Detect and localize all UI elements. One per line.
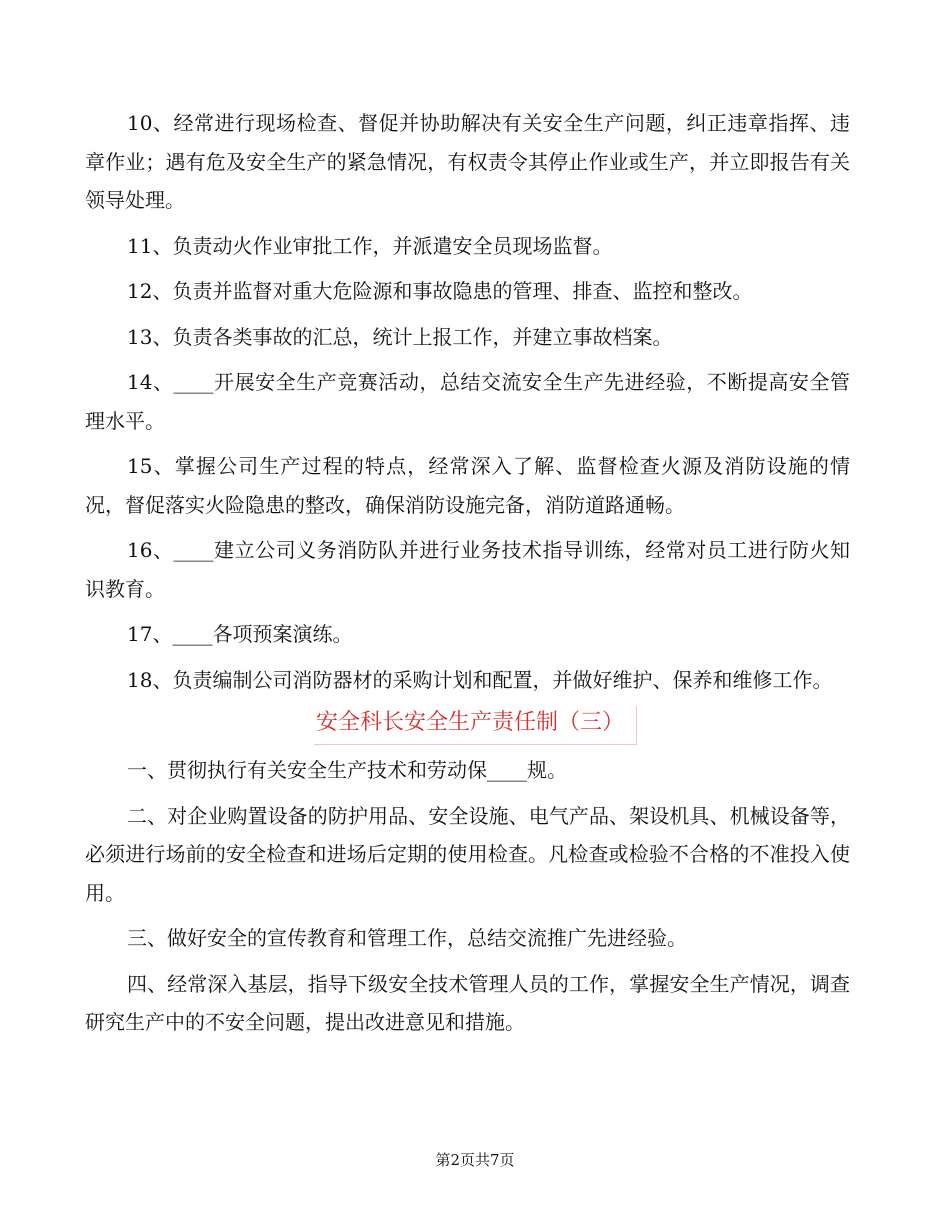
paragraph-item-11: 11、负责动火作业审批工作，并派遣安全员现场监督。 <box>127 233 613 258</box>
paragraph-item-12: 12、负责并监督对重大危险源和事故隐患的管理、排查、监控和整改。 <box>127 279 753 303</box>
page-number-footer: 第2页共7页 <box>435 1151 515 1169</box>
paragraph-item-17: 17、____各项预案演练。 <box>127 622 353 646</box>
paragraph-item-2: 二、对企业购置设备的防护用品、安全设施、电气产品、架设机具、机械设备等，必须进行场前的安全检查和进场后定期的使用检查。凡检查或检验不合格的不准投入使用。 <box>85 803 850 905</box>
document-page <box>85 104 850 1049</box>
paragraph-item-13: 13、负责各类事故的汇总，统计上报工作，并建立事故档案。 <box>127 324 673 349</box>
paragraph-item-3: 三、做好安全的宣传教育和管理工作，总结交流推广先进经验。 <box>127 926 687 950</box>
paragraph-item-4: 四、经常深入基层，指导下级安全技术管理人员的工作，掌握安全生产情况，调查研究生产中的不安全问题，提出改进意见和措施。 <box>85 971 850 1034</box>
paragraph-item-15: 15、掌握公司生产过程的特点，经常深入了解、监督检查火源及消防设施的情况，督促落实火险隐患的整改，确保消防设施完备，消防道路通畅。 <box>85 454 850 517</box>
paragraph-item-18: 18、负责编制公司消防器材的采购计划和配置，并做好维护、保养和维修工作。 <box>127 667 833 692</box>
paragraph-item-14: 14、____开展安全生产竞赛活动，总结交流安全生产先进经验，不断提高安全管理水平。 <box>85 370 850 433</box>
section-title-container <box>85 706 850 745</box>
paragraph-item-16: 16、____建立公司义务消防队并进行业务技术指导训练，经常对员工进行防火知识教育。 <box>85 538 850 601</box>
section-title: 安全科长安全生产责任制（三） <box>314 706 637 745</box>
paragraph-item-10: 10、经常进行现场检查、督促并协助解决有关安全生产问题，纠正违章指挥、违章作业；遇有危及安全生产的紧急情况，有权责令其停止作业或生产，并立即报告有关领导处理。 <box>85 111 850 212</box>
paragraph-item-1: 一、贯彻执行有关安全生产技术和劳动保____规。 <box>127 758 567 782</box>
